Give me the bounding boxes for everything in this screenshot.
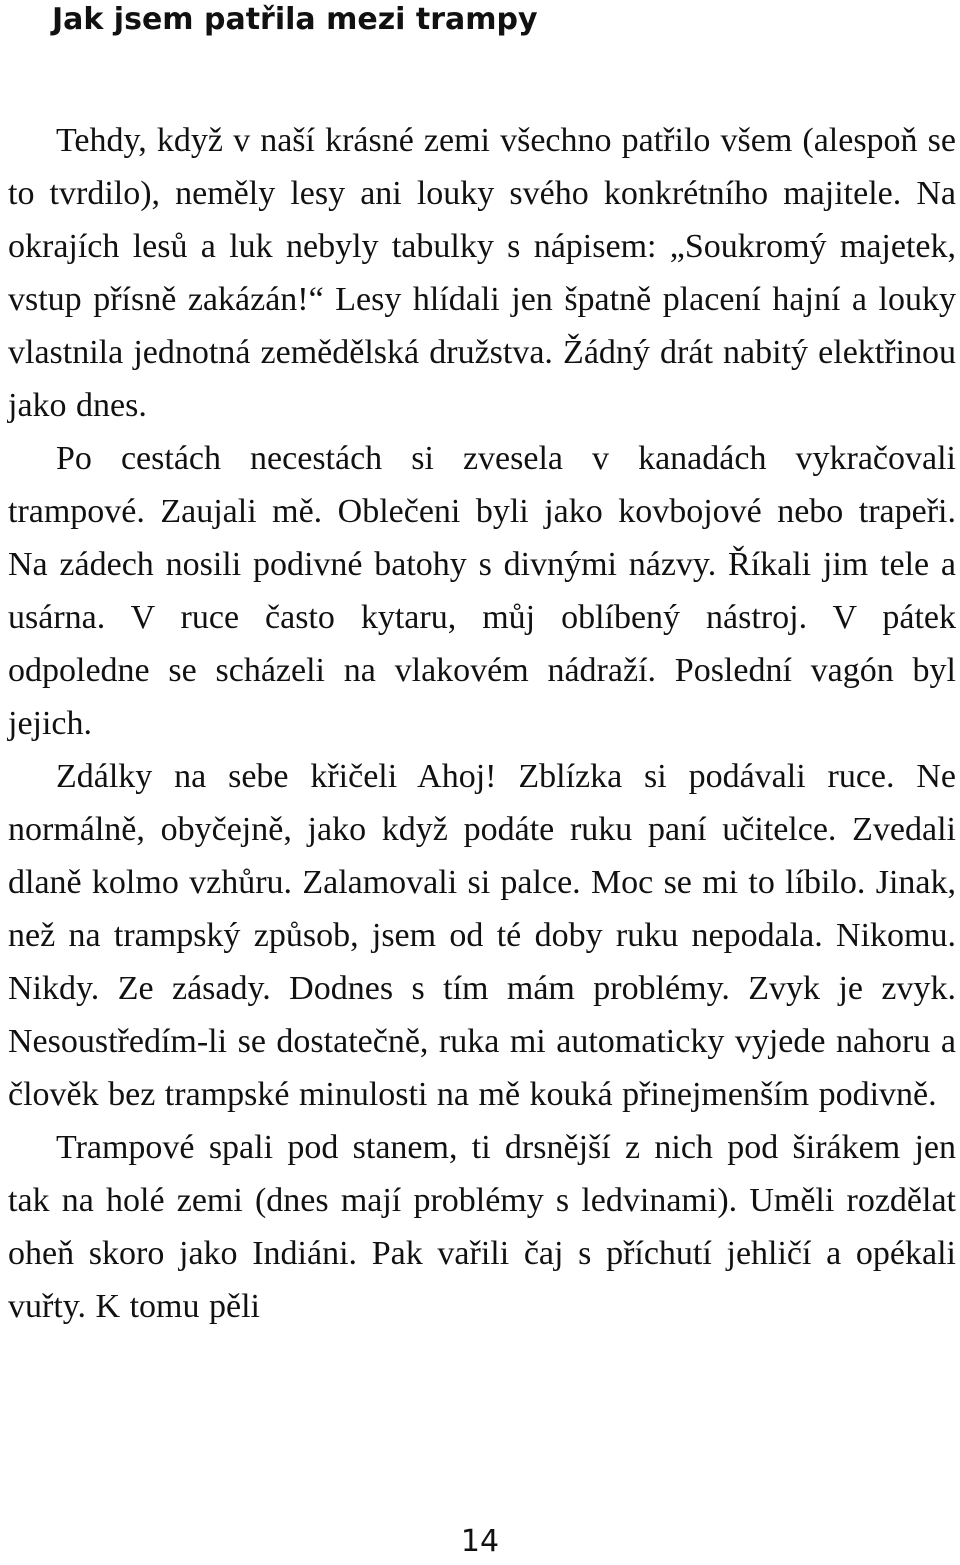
paragraph-1: Tehdy, když v naší krásné zemi všechno patřilo všem (alespoň se to tvrdilo), neměly lesy ani louky svého konkrétního majitele. Na okrajích lesů a luk nebyly tabulky s nápisem: „Soukromý majetek, vstup přísně zakázán!“ Lesy hlídali jen špatně placení hajní a louky vlastnila jednotná zemědělská družstva. Žádný drát nabitý elektřinou jako dnes. bbox=[8, 122, 956, 424]
chapter-title: Jak jsem patřila mezi trampy bbox=[52, 2, 538, 37]
paragraph-3: Zdálky na sebe křičeli Ahoj! Zblízka si podávali ruce. Ne normálně, obyčejně, jako když podáte ruku paní učitelce. Zvedali dlaně kolmo vzhůru. Zalamovali si palce. Moc se mi to líbilo. Jinak, než na trampský způsob, jsem od té doby ruku nepodala. Nikomu. Nikdy. Ze zásady. Dodnes s tím mám problémy. Zvyk je zvyk. Nesoustředím-li se dostatečně, ruka mi automaticky vyjede nahoru a člověk bez trampské minulosti na mě kouká přinejmenším podivně. bbox=[8, 758, 956, 1113]
chapter-body bbox=[8, 114, 956, 1333]
paragraph-2: Po cestách necestách si zvesela v kanadách vykračovali trampové. Zaujali mě. Oblečeni byli jako kovbojové nebo trapeři. Na zádech nosili podivné batohy s divnými názvy. Říkali jim tele a usárna. V ruce často kytaru, můj oblíbený nástroj. V pátek odpoledne se scházeli na vlakovém nádraží. Poslední vagón byl jejich. bbox=[8, 440, 956, 742]
page-number: 14 bbox=[460, 1524, 500, 1559]
paragraph-4: Trampové spali pod stanem, ti drsnější z nich pod širákem jen tak na holé zemi (dnes mají problémy s ledvinami). Uměli rozdělat oheň skoro jako Indiáni. Pak vařili čaj s příchutí jehličí a opékali vuřty. K tomu pěli bbox=[8, 1129, 956, 1325]
